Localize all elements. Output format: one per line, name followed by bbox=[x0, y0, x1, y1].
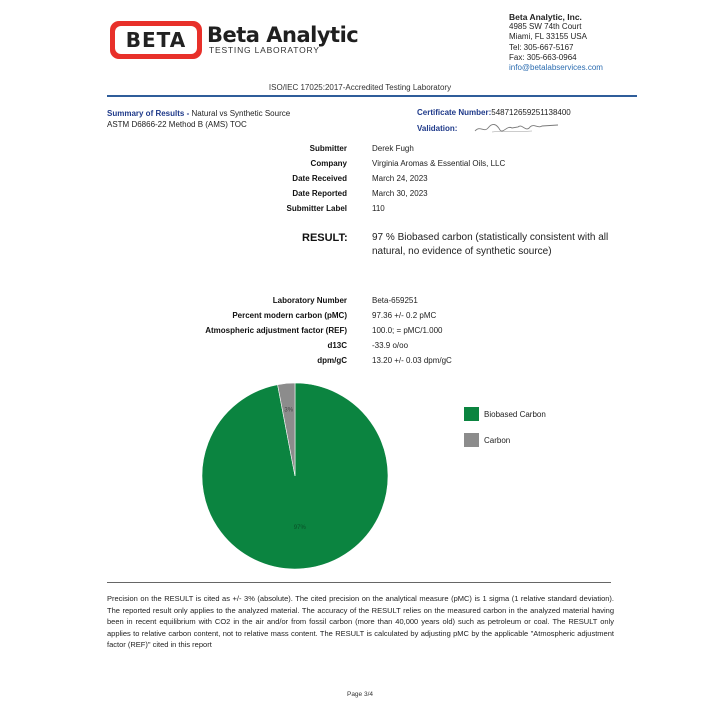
legend-swatch-biobased bbox=[464, 407, 479, 421]
result-text: 97 % Biobased carbon (statistically consistent with all natural, no evidence of synthetic source) bbox=[372, 232, 609, 257]
pmc-label: Percent modern carbon (pMC) bbox=[232, 311, 347, 320]
date-reported-label: Date Reported bbox=[292, 189, 347, 198]
company-value: Virginia Aromas & Essential Oils, LLC bbox=[372, 159, 506, 168]
summary-label: Summary of Results - bbox=[107, 109, 190, 118]
d13c-value: -33.9 o/oo bbox=[372, 341, 409, 350]
pmc-value: 97.36 +/- 0.2 pMC bbox=[372, 311, 437, 320]
validation-label: Validation: bbox=[417, 124, 458, 133]
address-line-1: 4985 SW 74th Court bbox=[509, 22, 582, 32]
pie-label-carbon: 3% bbox=[284, 407, 294, 414]
summary-block bbox=[107, 108, 290, 130]
phone: Tel: 305-667-5167 bbox=[509, 42, 574, 52]
d13c-label: d13C bbox=[327, 341, 347, 350]
footer-divider bbox=[107, 582, 611, 583]
beta-logo bbox=[110, 21, 202, 59]
page-number: Page 3/4 bbox=[346, 691, 374, 698]
certificate bbox=[417, 108, 571, 117]
pie-label-biobased-carbon: 97% bbox=[293, 524, 306, 531]
lab-number-value: Beta-659251 bbox=[372, 296, 418, 305]
dpm-label: dpm/gC bbox=[317, 356, 347, 365]
submitter-label-label: Submitter Label bbox=[286, 204, 347, 213]
biobased-pie-chart bbox=[195, 376, 395, 576]
submitter-value: Derek Fugh bbox=[372, 144, 414, 153]
lab-number-label: Laboratory Number bbox=[272, 296, 347, 305]
header-divider bbox=[107, 95, 637, 97]
company-label: Company bbox=[310, 159, 347, 168]
legend-swatch-carbon bbox=[464, 433, 479, 447]
summary-source: Natural vs Synthetic Source bbox=[189, 109, 291, 118]
iso-accreditation: ISO/IEC 17025:2017-Accredited Testing Laboratory bbox=[268, 83, 452, 92]
submitter-label-value: 110 bbox=[372, 204, 385, 213]
legend-label-carbon: Carbon bbox=[484, 436, 511, 445]
email-link[interactable]: info@betalabservices.com bbox=[509, 63, 603, 73]
date-received-value: March 24, 2023 bbox=[372, 174, 428, 183]
ref-label: Atmospheric adjustment factor (REF) bbox=[205, 326, 347, 335]
signature-icon bbox=[472, 119, 562, 137]
result-label: RESULT: bbox=[302, 232, 348, 244]
company-address-block bbox=[509, 12, 603, 73]
brand-name: Beta Analytic bbox=[207, 23, 359, 47]
brand-subtitle: TESTING LABORATORY bbox=[209, 45, 320, 55]
precision-note: Precision on the RESULT is cited as +/- 3% (absolute). The cited precision on the analytical measure (pMC) is 1 sigma (1 relative standard deviation). The reported result only applies to the analyzed material. The accuracy of the RESULT relies on the measured carbon in the analyzed material having been in recent equilibrium with CO2 in the air and/or from fossil carbon (more than 40,000 years old) such as petroleum or coal. The RESULT only applies to relative carbon content, not to relative mass content. The RESULT is calculated by adjusting pMC by the applicable "Atmospheric adjustment factor (REF)" cited in this report bbox=[107, 594, 614, 649]
company-name: Beta Analytic, Inc. bbox=[509, 12, 582, 22]
certificate-label: Certificate Number: bbox=[417, 108, 492, 117]
certificate-number: 548712659251138400 bbox=[491, 108, 571, 117]
method: ASTM D6866-22 Method B (AMS) TOC bbox=[107, 120, 247, 129]
submitter-label: Submitter bbox=[309, 144, 347, 153]
logo-text: BETA bbox=[125, 28, 187, 52]
date-reported-value: March 30, 2023 bbox=[372, 189, 428, 198]
address-line-2: Miami, FL 33155 USA bbox=[509, 32, 587, 42]
date-received-label: Date Received bbox=[292, 174, 347, 183]
legend-label-biobased: Biobased Carbon bbox=[484, 410, 546, 419]
ref-value: 100.0; = pMC/1.000 bbox=[372, 326, 443, 335]
dpm-value: 13.20 +/- 0.03 dpm/gC bbox=[372, 356, 452, 365]
fax: Fax: 305-663-0964 bbox=[509, 52, 577, 62]
